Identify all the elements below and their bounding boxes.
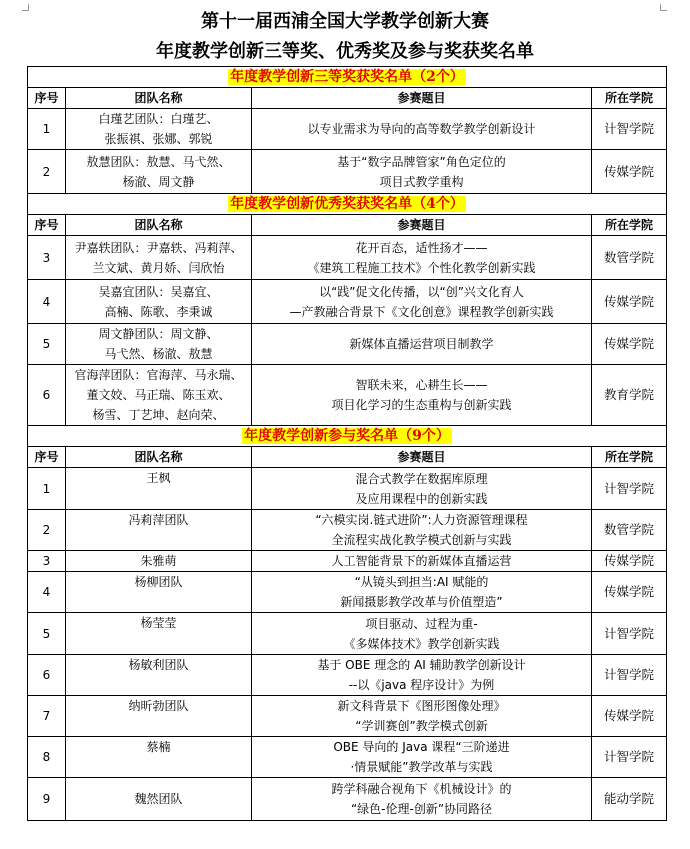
topic-cell: [252, 236, 592, 280]
document-title: 第十一届西浦全国大学教学创新大赛: [201, 11, 489, 32]
section-title-row: [28, 426, 667, 447]
header-team: 团队名称: [66, 447, 252, 468]
header-college: 所在学院: [592, 88, 667, 109]
header-team: 团队名称: [66, 215, 252, 236]
topic-line: 项目驱动、过程为重-: [365, 616, 478, 631]
topic-line: 以专业需求为导向的高等数学教学创新设计: [307, 122, 536, 136]
team-cell: [66, 613, 252, 655]
team-name-line: 周文静团队：周文静、: [98, 327, 219, 341]
team-cell: [66, 324, 252, 365]
topic-cell: [252, 696, 592, 737]
team-cell: [66, 510, 252, 551]
section-title-cell: [28, 67, 667, 88]
table-row: [28, 324, 667, 365]
college-cell: 传媒学院: [592, 572, 667, 613]
team-cell: [66, 696, 252, 737]
row-number: 6: [28, 655, 66, 696]
topic-line: “从镜头到担当:AI 赋能的: [354, 575, 489, 589]
header-topic: 参赛题目: [252, 215, 592, 236]
topic-line: 新闻摄影教学改革与价值塑造”: [340, 595, 503, 609]
topic-line: 以“践”促文化传播，以“创”兴文化育人: [319, 284, 524, 299]
topic-cell: [252, 468, 592, 510]
header-row: [28, 88, 667, 109]
topic-line: OBE 导向的 Java 课程“三阶递进: [333, 740, 510, 754]
topic-line: 智联未来，心耕生长——: [355, 378, 488, 392]
topic-line: 新文科背景下《图形图像处理》: [337, 699, 506, 713]
awards-table: [27, 66, 667, 821]
topic-line: 项目式教学重构: [379, 174, 464, 189]
topic-line: 混合式教学在数据库原理: [355, 471, 488, 486]
topic-cell: [252, 280, 592, 324]
topic-line: 人工智能背景下的新媒体直播运营: [331, 554, 512, 568]
section-title: 年度教学创新优秀奖获奖名单（4个）: [230, 196, 464, 212]
college-cell: 计智学院: [592, 737, 667, 778]
college-cell: 教育学院: [592, 365, 667, 426]
college-cell: 能动学院: [592, 778, 667, 821]
table-row: [28, 236, 667, 280]
table-row: [28, 551, 667, 572]
header-college: 所在学院: [592, 447, 667, 468]
header-team: 团队名称: [66, 88, 252, 109]
team-name-line: 杨莹莹: [140, 616, 177, 630]
topic-cell: [252, 613, 592, 655]
header-no: 序号: [28, 447, 66, 468]
row-number: 1: [28, 109, 66, 150]
topic-cell: [252, 778, 592, 821]
college-cell: 计智学院: [592, 109, 667, 150]
table-row: [28, 510, 667, 551]
row-number: 5: [28, 613, 66, 655]
header-row: [28, 215, 667, 236]
section-title-row: [28, 67, 667, 88]
team-name-line: 王枫: [146, 471, 171, 485]
row-number: 5: [28, 324, 66, 365]
team-name-line: 高楠、陈歌、李秉诚: [104, 304, 213, 319]
header-college: 所在学院: [592, 215, 667, 236]
topic-cell: [252, 150, 592, 194]
college-cell: 传媒学院: [592, 324, 667, 365]
topic-line: 《多媒体技术》教学创新实践: [343, 636, 500, 651]
team-cell: [66, 572, 252, 613]
college-cell: 数管学院: [592, 236, 667, 280]
team-cell: [66, 778, 252, 821]
team-name-line: 纳昕勃团队: [128, 699, 189, 713]
row-number: 7: [28, 696, 66, 737]
college-cell: 传媒学院: [592, 696, 667, 737]
team-name-line: 兰文斌、黄月娇、闫欣怡: [92, 260, 225, 275]
team-cell: [66, 109, 252, 150]
college-cell: 传媒学院: [592, 551, 667, 572]
table-row: [28, 655, 667, 696]
topic-line: 花开百态，适性扬才——: [355, 240, 488, 255]
topic-cell: [252, 109, 592, 150]
section-title-cell: [28, 426, 667, 447]
team-name-line: 白瑾艺团队：白瑾艺、: [98, 112, 219, 126]
topic-line: 跨学科融合视角下《机械设计》的: [331, 782, 512, 796]
team-name-line: 杨澈、周文静: [122, 174, 195, 189]
team-name-line: 蔡楠: [146, 740, 171, 754]
table-row: [28, 468, 667, 510]
corner-mark-right: [660, 4, 667, 11]
team-cell: [66, 365, 252, 426]
row-number: 8: [28, 737, 66, 778]
topic-line: --以《java 程序设计》为例: [348, 678, 495, 692]
table-row: [28, 365, 667, 426]
table-row: [28, 778, 667, 821]
topic-line: 及应用课程中的创新实践: [355, 491, 488, 506]
topic-cell: [252, 365, 592, 426]
team-name-line: 张振祺、张娜、郭锐: [104, 132, 213, 146]
team-name-line: 冯莉萍团队: [128, 513, 189, 527]
corner-mark-left: [22, 4, 29, 11]
row-number: 6: [28, 365, 66, 426]
row-number: 2: [28, 510, 66, 551]
topic-cell: [252, 551, 592, 572]
team-cell: [66, 551, 252, 572]
team-name-line: 杨柳团队: [134, 575, 183, 589]
topic-line: “学训赛创”教学模式创新: [355, 719, 488, 733]
header-topic: 参赛题目: [252, 447, 592, 468]
team-cell: [66, 655, 252, 696]
topic-line: “绿色-伦理-创新”协同路径: [350, 802, 493, 816]
header-no: 序号: [28, 88, 66, 109]
team-name-line: 魏然团队: [134, 792, 183, 806]
topic-line: 基于“数字品牌管家”角色定位的: [337, 154, 506, 169]
team-name-line: 杨雪、丁艺坤、赵向荣、: [92, 408, 225, 422]
topic-cell: [252, 572, 592, 613]
college-cell: 数管学院: [592, 510, 667, 551]
row-number: 2: [28, 150, 66, 194]
table-row: [28, 150, 667, 194]
table-row: [28, 280, 667, 324]
table-row: [28, 696, 667, 737]
topic-cell: [252, 655, 592, 696]
team-name-line: 敖慧团队：敖慧、马弋然、: [86, 154, 231, 169]
header-topic: 参赛题目: [252, 88, 592, 109]
topic-line: 全流程实战化教学模式创新与实践: [331, 533, 512, 547]
college-cell: 传媒学院: [592, 150, 667, 194]
table-row: [28, 613, 667, 655]
header-row: [28, 447, 667, 468]
row-number: 1: [28, 468, 66, 510]
row-number: 4: [28, 280, 66, 324]
team-name-line: 朱雅萌: [140, 554, 177, 568]
table-row: [28, 572, 667, 613]
row-number: 3: [28, 551, 66, 572]
topic-line: 基于 OBE 理念的 AI 辅助教学创新设计: [317, 658, 526, 672]
team-cell: [66, 150, 252, 194]
topic-line: —产教融合背景下《文化创意》课程教学创新实践: [289, 304, 554, 319]
topic-line: 《建筑工程施工技术》个性化教学创新实践: [307, 260, 536, 275]
row-number: 3: [28, 236, 66, 280]
team-name-line: 官海萍团队：官海萍、马永瑞、: [74, 368, 243, 382]
team-name-line: 马弋然、杨澈、敖慧: [104, 347, 213, 361]
topic-cell: [252, 737, 592, 778]
college-cell: 传媒学院: [592, 280, 667, 324]
college-cell: 计智学院: [592, 468, 667, 510]
team-cell: [66, 280, 252, 324]
section-title-row: [28, 194, 667, 215]
document-subtitle: 年度教学创新三等奖、优秀奖及参与奖获奖名单: [156, 41, 534, 62]
table-row: [28, 737, 667, 778]
team-cell: [66, 236, 252, 280]
team-name-line: 尹嘉轶团队：尹嘉轶、冯莉萍、: [74, 240, 243, 255]
header-no: 序号: [28, 215, 66, 236]
team-name-line: 杨敏利团队: [128, 658, 189, 672]
topic-line: 项目化学习的生态重构与创新实践: [331, 398, 512, 412]
table-row: [28, 109, 667, 150]
team-name-line: 吴嘉宜团队：吴嘉宜、: [98, 284, 219, 299]
row-number: 9: [28, 778, 66, 821]
section-title: 年度教学创新参与奖名单（9个）: [244, 428, 450, 444]
topic-line: ·情景赋能”教学改革与实践: [350, 760, 493, 774]
topic-cell: [252, 324, 592, 365]
section-title: 年度教学创新三等奖获奖名单（2个）: [230, 69, 464, 85]
topic-line: 新媒体直播运营项目制教学: [349, 337, 494, 351]
college-cell: 计智学院: [592, 613, 667, 655]
section-title-cell: [28, 194, 667, 215]
row-number: 4: [28, 572, 66, 613]
team-cell: [66, 468, 252, 510]
topic-cell: [252, 510, 592, 551]
college-cell: 计智学院: [592, 655, 667, 696]
team-name-line: 董文姣、马正瑞、陈玉欢、: [86, 388, 231, 402]
team-cell: [66, 737, 252, 778]
topic-line: “六模实岗.链式进阶”:人力资源管理课程: [315, 513, 528, 527]
